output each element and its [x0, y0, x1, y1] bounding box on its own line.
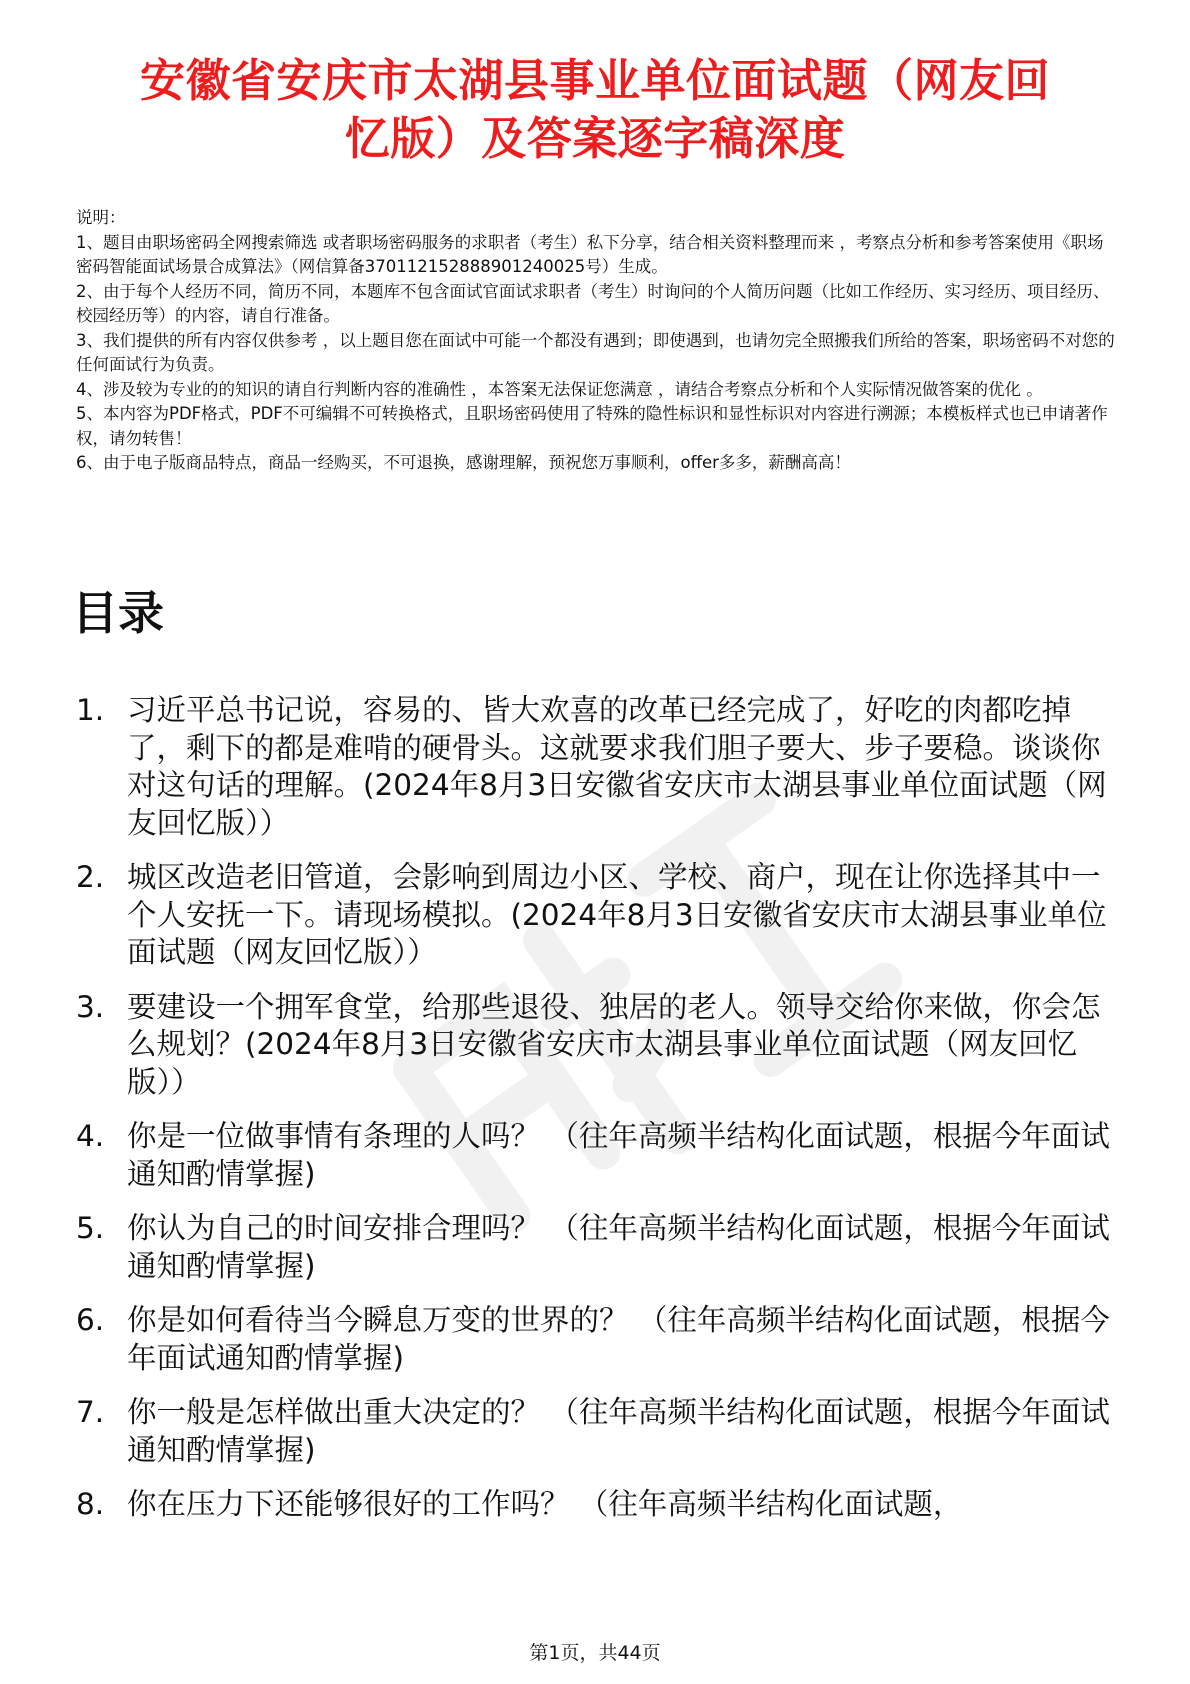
toc-item-number: 3.: [76, 989, 105, 1024]
toc-item-text[interactable]: 你是如何看待当今瞬息万变的世界的？ （往年高频半结构化面试题，根据今年面试通知酌情掌握): [127, 1303, 1110, 1375]
toc-item-number: 2.: [76, 860, 105, 894]
toc-item-text[interactable]: 城区改造老旧管道，会影响到周边小区、学校、商户，现在让你选择其中一个人安抚一下。请现场模拟。(2024年8月3日安徽省安庆市太湖县事业单位面试题（网友回忆版））: [127, 860, 1107, 969]
toc-item-text[interactable]: 你在压力下还能够很好的工作吗？ （往年高频半结构化面试题，: [127, 1487, 963, 1521]
toc-item-text[interactable]: 你是一位做事情有条理的人吗？ （往年高频半结构化面试题，根据今年面试通知酌情掌握): [127, 1119, 1110, 1191]
note-item-3: 3、我们提供的所有内容仅供参考 ，以上题目您在面试中可能一个都没有遇到；即使遇到，也请勿完全照搬我们所给的答案，职场密码不对您的任何面试行为负责。: [76, 330, 1115, 374]
document-title-line2: 忆版）及答案逐字稿深度: [344, 112, 846, 165]
toc-item[interactable]: [76, 1210, 1116, 1285]
toc-item-text[interactable]: 你一般是怎样做出重大决定的？ （往年高频半结构化面试题，根据今年面试通知酌情掌握): [127, 1395, 1110, 1467]
note-item-5: 5、本内容为PDF格式，PDF不可编辑不可转换格式，且职场密码使用了特殊的隐性标识和显性标识对内容进行溯源；本模板样式也已申请著作权，请勿转售！: [76, 404, 1108, 448]
toc-item[interactable]: [76, 1302, 1116, 1377]
toc-item-number: 1.: [76, 693, 105, 727]
toc-item-text[interactable]: 要建设一个拥军食堂，给那些退役、独居的老人。领导交给你来做，你会怎么规划？(2024年8月3日安徽省安庆市太湖县事业单位面试题（网友回忆版））: [127, 989, 1101, 1099]
toc-item[interactable]: [76, 989, 1116, 1102]
toc-item-number: 4.: [76, 1119, 105, 1153]
document-title-line1: 安徽省安庆市太湖县事业单位面试题（网友回: [139, 54, 1050, 107]
toc-item-text[interactable]: 习近平总书记说，容易的、皆大欢喜的改革已经完成了，好吃的肉都吃掉了，剩下的都是难啃的硬骨头。这就要求我们胆子要大、步子要稳。谈谈你对这句话的理解。(2024年8月3日安徽省安庆市太湖县事业单位面试题（网友回忆版））: [127, 693, 1107, 840]
notes-heading: 说明：: [76, 208, 126, 227]
page-footer: 第1页，共44页: [529, 1642, 661, 1664]
toc-item-text[interactable]: 你认为自己的时间安排合理吗？ （往年高频半结构化面试题，根据今年面试通知酌情掌握): [127, 1211, 1110, 1283]
note-item-4: 4、涉及较为专业的的知识的请自行判断内容的准确性 ，本答案无法保证您满意 ，请结合考察点分析和个人实际情况做答案的优化 。: [76, 379, 1043, 399]
toc-list: [76, 692, 1116, 1541]
document-title: [60, 52, 1130, 168]
toc-item[interactable]: [76, 859, 1116, 972]
toc-item-number: 7.: [76, 1395, 105, 1429]
note-item-6: 6、由于电子版商品特点，商品一经购买，不可退换，感谢理解，预祝您万事顺利，offer多多，薪酬高高！: [76, 453, 851, 472]
toc-item[interactable]: [76, 1486, 1116, 1524]
toc-item[interactable]: [76, 1394, 1116, 1469]
notes-section: [76, 206, 1116, 476]
note-item-1: 1、题目由职场密码全网搜索筛选 或者职场密码服务的求职者（考生）私下分享，结合相关资料整理而来 ，考察点分析和参考答案使用《职场密码智能面试场景合成算法》（网信算备370112152888901240025号）生成。: [76, 232, 1104, 276]
toc-item[interactable]: [76, 692, 1116, 842]
toc-item-number: 8.: [76, 1487, 105, 1521]
toc-item[interactable]: [76, 1118, 1116, 1193]
toc-item-number: 6.: [76, 1303, 105, 1337]
toc-item-number: 5.: [76, 1211, 105, 1245]
note-item-2: 2、由于每个人经历不同，简历不同，本题库不包含面试官面试求职者（考生）时询问的个人简历问题（比如工作经历、实习经历、项目经历、校园经历等）的内容，请自行准备。: [76, 281, 1110, 325]
toc-heading: 目录: [72, 586, 164, 640]
